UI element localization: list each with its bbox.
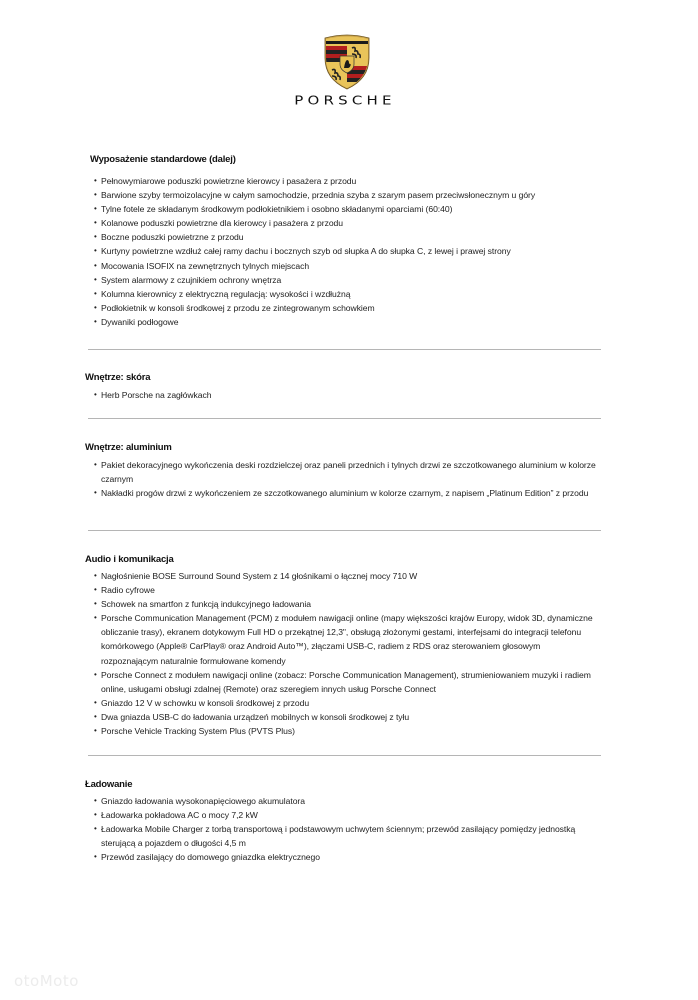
list-item: • Herb Porsche na zagłówkach (0, 388, 698, 402)
list-item: • Gniazdo 12 V w schowku w konsoli środkowej z przodu (0, 696, 698, 710)
list-item: • Nagłośnienie BOSE Surround Sound System z 14 głośnikami o łącznej mocy 710 W (0, 569, 698, 583)
divider (88, 349, 601, 350)
list-item: • Porsche Vehicle Tracking System Plus (PVTS Plus) (0, 724, 698, 738)
item-list (0, 794, 698, 864)
list-item: • Nakładki progów drzwi z wykończeniem ze szczotkowanego aluminium w kolorze czarnym, z napisem „Platinum Edition” z przodu (0, 486, 698, 500)
list-item: • Tylne fotele ze składanym środkowym podłokietnikiem i osobno składanymi oparciami (60:40) (0, 202, 698, 216)
item-list (0, 458, 698, 500)
list-item: • System alarmowy z czujnikiem ochrony wnętrza (0, 273, 698, 287)
item-list (0, 174, 698, 329)
list-item: • Przewód zasilający do domowego gniazdka elektrycznego (0, 850, 698, 864)
section-title: Wyposażenie standardowe (dalej) (90, 154, 236, 165)
list-item: • Pełnowymiarowe poduszki powietrzne kierowcy i pasażera z przodu (0, 174, 698, 188)
list-item: • Barwione szyby termoizolacyjne w całym samochodzie, przednia szyba z szarym pasem przeciwsłonecznym u góry (0, 188, 698, 202)
list-item: • Ładowarka Mobile Charger z torbą transportową i podstawowym uchwytem ściennym; przewód zasilający pomiędzy jednostką sterującą a pojazdem o długości 4,5 m (0, 822, 698, 850)
porsche-wordmark: PORSCHE (294, 93, 396, 108)
list-item: • Porsche Communication Management (PCM) z modułem nawigacji online (mapy większości krajów Europy, widok 3D, dynamiczne obliczanie trasy), ekranem dotykowym Full HD o przekątnej 12,3", obsługą złożonymi gestami, interfejsami do integracji telefonu komórkowego (Apple® CarPlay® oraz Android Auto™), złączami USB-C, radiem z RDS oraz sterowaniem głosowym rozpoznającym naturalnie formułowane komendy (0, 611, 698, 667)
item-list (0, 569, 698, 738)
list-item: • Kolanowe poduszki powietrzne dla kierowcy i pasażera z przodu (0, 216, 698, 230)
list-item: • Boczne poduszki powietrzne z przodu (0, 230, 698, 244)
list-item: • Dwa gniazda USB-C do ładowania urządzeń mobilnych w konsoli środkowej z tyłu (0, 710, 698, 724)
porsche-crest-logo (322, 30, 372, 90)
section-title: Wnętrze: skóra (85, 372, 151, 383)
list-item: • Porsche Connect z modułem nawigacji online (zobacz: Porsche Communication Management), strumieniowaniem muzyki i radiem online, usługami obsługi zdalnej (Remote) oraz szeregiem innych usług Porsche Connect (0, 668, 698, 696)
list-item: • Gniazdo ładowania wysokonapięciowego akumulatora (0, 794, 698, 808)
section-standard-equipment (0, 154, 698, 329)
list-item: • Mocowania ISOFIX na zewnętrznych tylnych miejscach (0, 259, 698, 273)
list-item: • Kurtyny powietrzne wzdłuż całej ramy dachu i bocznych szyb od słupka A do słupka C, z lewej i prawej strony (0, 244, 698, 258)
divider (88, 418, 601, 419)
list-item: • Podłokietnik w konsoli środkowej z przodu ze zintegrowanym schowkiem (0, 301, 698, 315)
section-charging (0, 779, 698, 864)
list-item: • Schowek na smartfon z funkcją indukcyjnego ładowania (0, 597, 698, 611)
divider (88, 530, 601, 531)
list-item: • Kolumna kierownicy z elektryczną regulacją: wysokości i wzdłużną (0, 287, 698, 301)
section-interior-aluminium (0, 442, 698, 500)
section-title: Wnętrze: aluminium (85, 442, 172, 453)
item-list (0, 388, 698, 402)
list-item: • Radio cyfrowe (0, 583, 698, 597)
section-title: Ładowanie (85, 779, 133, 790)
section-audio-communication (0, 554, 698, 738)
divider (88, 755, 601, 756)
list-item: • Ładowarka pokładowa AC o mocy 7,2 kW (0, 808, 698, 822)
section-title: Audio i komunikacja (85, 554, 174, 565)
list-item: • Pakiet dekoracyjnego wykończenia deski rozdzielczej oraz paneli przednich i tylnych drzwi ze szczotkowanego aluminium w kolorze czarnym (0, 458, 698, 486)
list-item: • Dywaniki podłogowe (0, 315, 698, 329)
section-interior-leather (0, 372, 698, 402)
watermark: otoMoto (14, 972, 79, 990)
